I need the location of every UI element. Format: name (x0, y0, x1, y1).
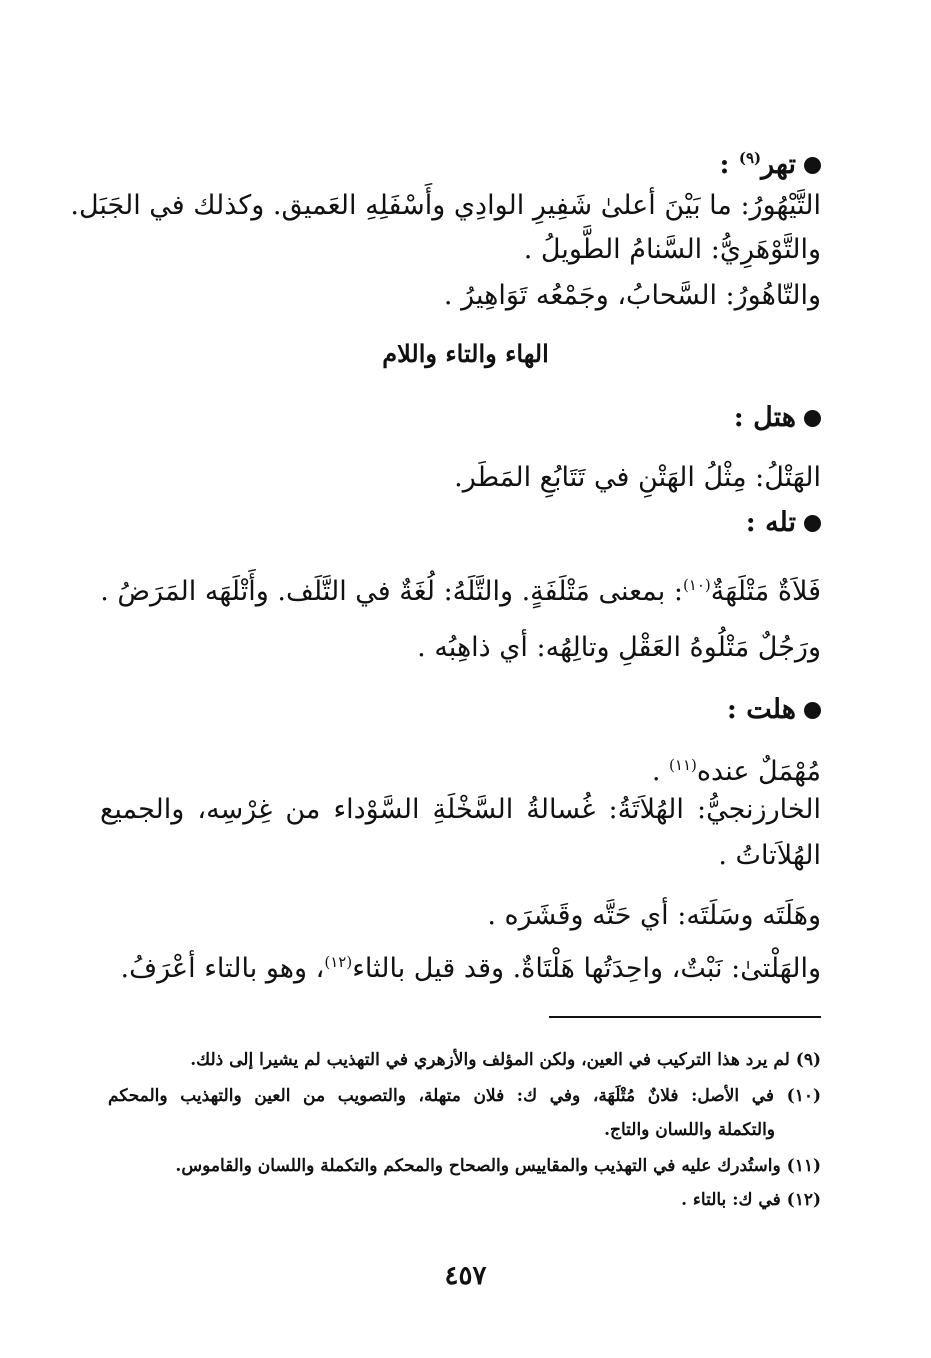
entry-line: الخارزنجيُّ: الهُلاَتَةُ: غُسالةُ السَّخْلَةِ السَّوْداء من غِرْسِه، والجميع (100, 794, 821, 825)
entry-heading-tahar: تهر$^{(٩)}$ : (719, 138, 821, 185)
footnote: (١٢) في ك: بالتاء . (681, 1190, 821, 1210)
bullet-icon (804, 157, 821, 174)
footnote-ref: (١١) (669, 756, 697, 774)
entry-line: وهَلَتَه وسَلَتَه: أي حَتَّه وقَشَرَه . (487, 900, 821, 931)
entry-line: والهَلْتىٰ: نَبْتٌ، واحِدَتُها هَلْتَاةٌ. وقد قيل بالثاء$^{(١٢)}$، وهو بالتاء أعْرَفُ. (120, 953, 821, 984)
footnote: (٩) لم يرد هذا التركيب في العين، ولكن المؤلف والأزهري في التهذيب لم يشيرا إلى ذلك. (190, 1050, 821, 1070)
footnote-ref: (١٠) (682, 576, 711, 594)
entry-line: فَلاَةٌ مَتْلَهَةٌ$^{(١٠)}$: بمعنى مَتْلَفَةٍ. والتَّلَهُ: لُغَةٌ في التَّلَف. وأَتْلَهَه المَرَضُ . (100, 576, 821, 607)
entry-heading-talah: تله : (746, 503, 821, 543)
bullet-icon (804, 515, 821, 532)
entry-line: مُهْمَلٌ عنده$^{(١١)}$ . (651, 756, 821, 787)
section-title: الهاء والتاء واللام (382, 339, 549, 368)
footnote-divider (549, 1016, 821, 1018)
footnote-ref: (٩) (738, 149, 762, 167)
footnote: (١٠) في الأصل: فلانٌ مُتْلَهَة، وفي ك: فلان متهلة، والتصويب من العين والتهذيب والمحكم (108, 1086, 821, 1106)
entry-line: والتَّوْهَرِيُّ: السَّنامُ الطَّويلُ . (523, 234, 821, 265)
entry-heading-halat: هلت : (727, 690, 821, 730)
entry-heading-hatal: هتل : (734, 398, 821, 438)
bullet-icon (804, 702, 821, 719)
entry-line: والتّاهُورُ: السَّحابُ، وجَمْعُه تَوَاهِيرُ . (443, 280, 821, 311)
entry-line: الهُلاَتاتُ . (718, 840, 821, 871)
footnote-ref: (١٢) (324, 953, 353, 971)
bullet-icon (804, 410, 821, 427)
entry-line: الهَتْلُ: مِثْلُ الهَتْنِ في تَتَابُعِ المَطَر. (454, 462, 821, 493)
footnote: (١١) واستُدرك عليه في التهذيب والمقاييس والصحاح والمحكم والتكملة واللسان والقاموس. (175, 1156, 821, 1176)
footnote-continuation: والتكملة واللسان والتاج. (604, 1120, 775, 1140)
entry-line: ورَجُلٌ مَتْلُوهُ العَقْلِ وتالِهُه: أي ذاهِبُه . (417, 632, 821, 663)
page-number: ٤٥٧ (444, 1261, 487, 1291)
entry-line: التَّيْهُورُ: ما بَيْنَ أعلىٰ شَفِيرِ الوادِي وأَسْفَلِهِ العَميق. وكذلك في الجَبَل. (70, 190, 821, 221)
